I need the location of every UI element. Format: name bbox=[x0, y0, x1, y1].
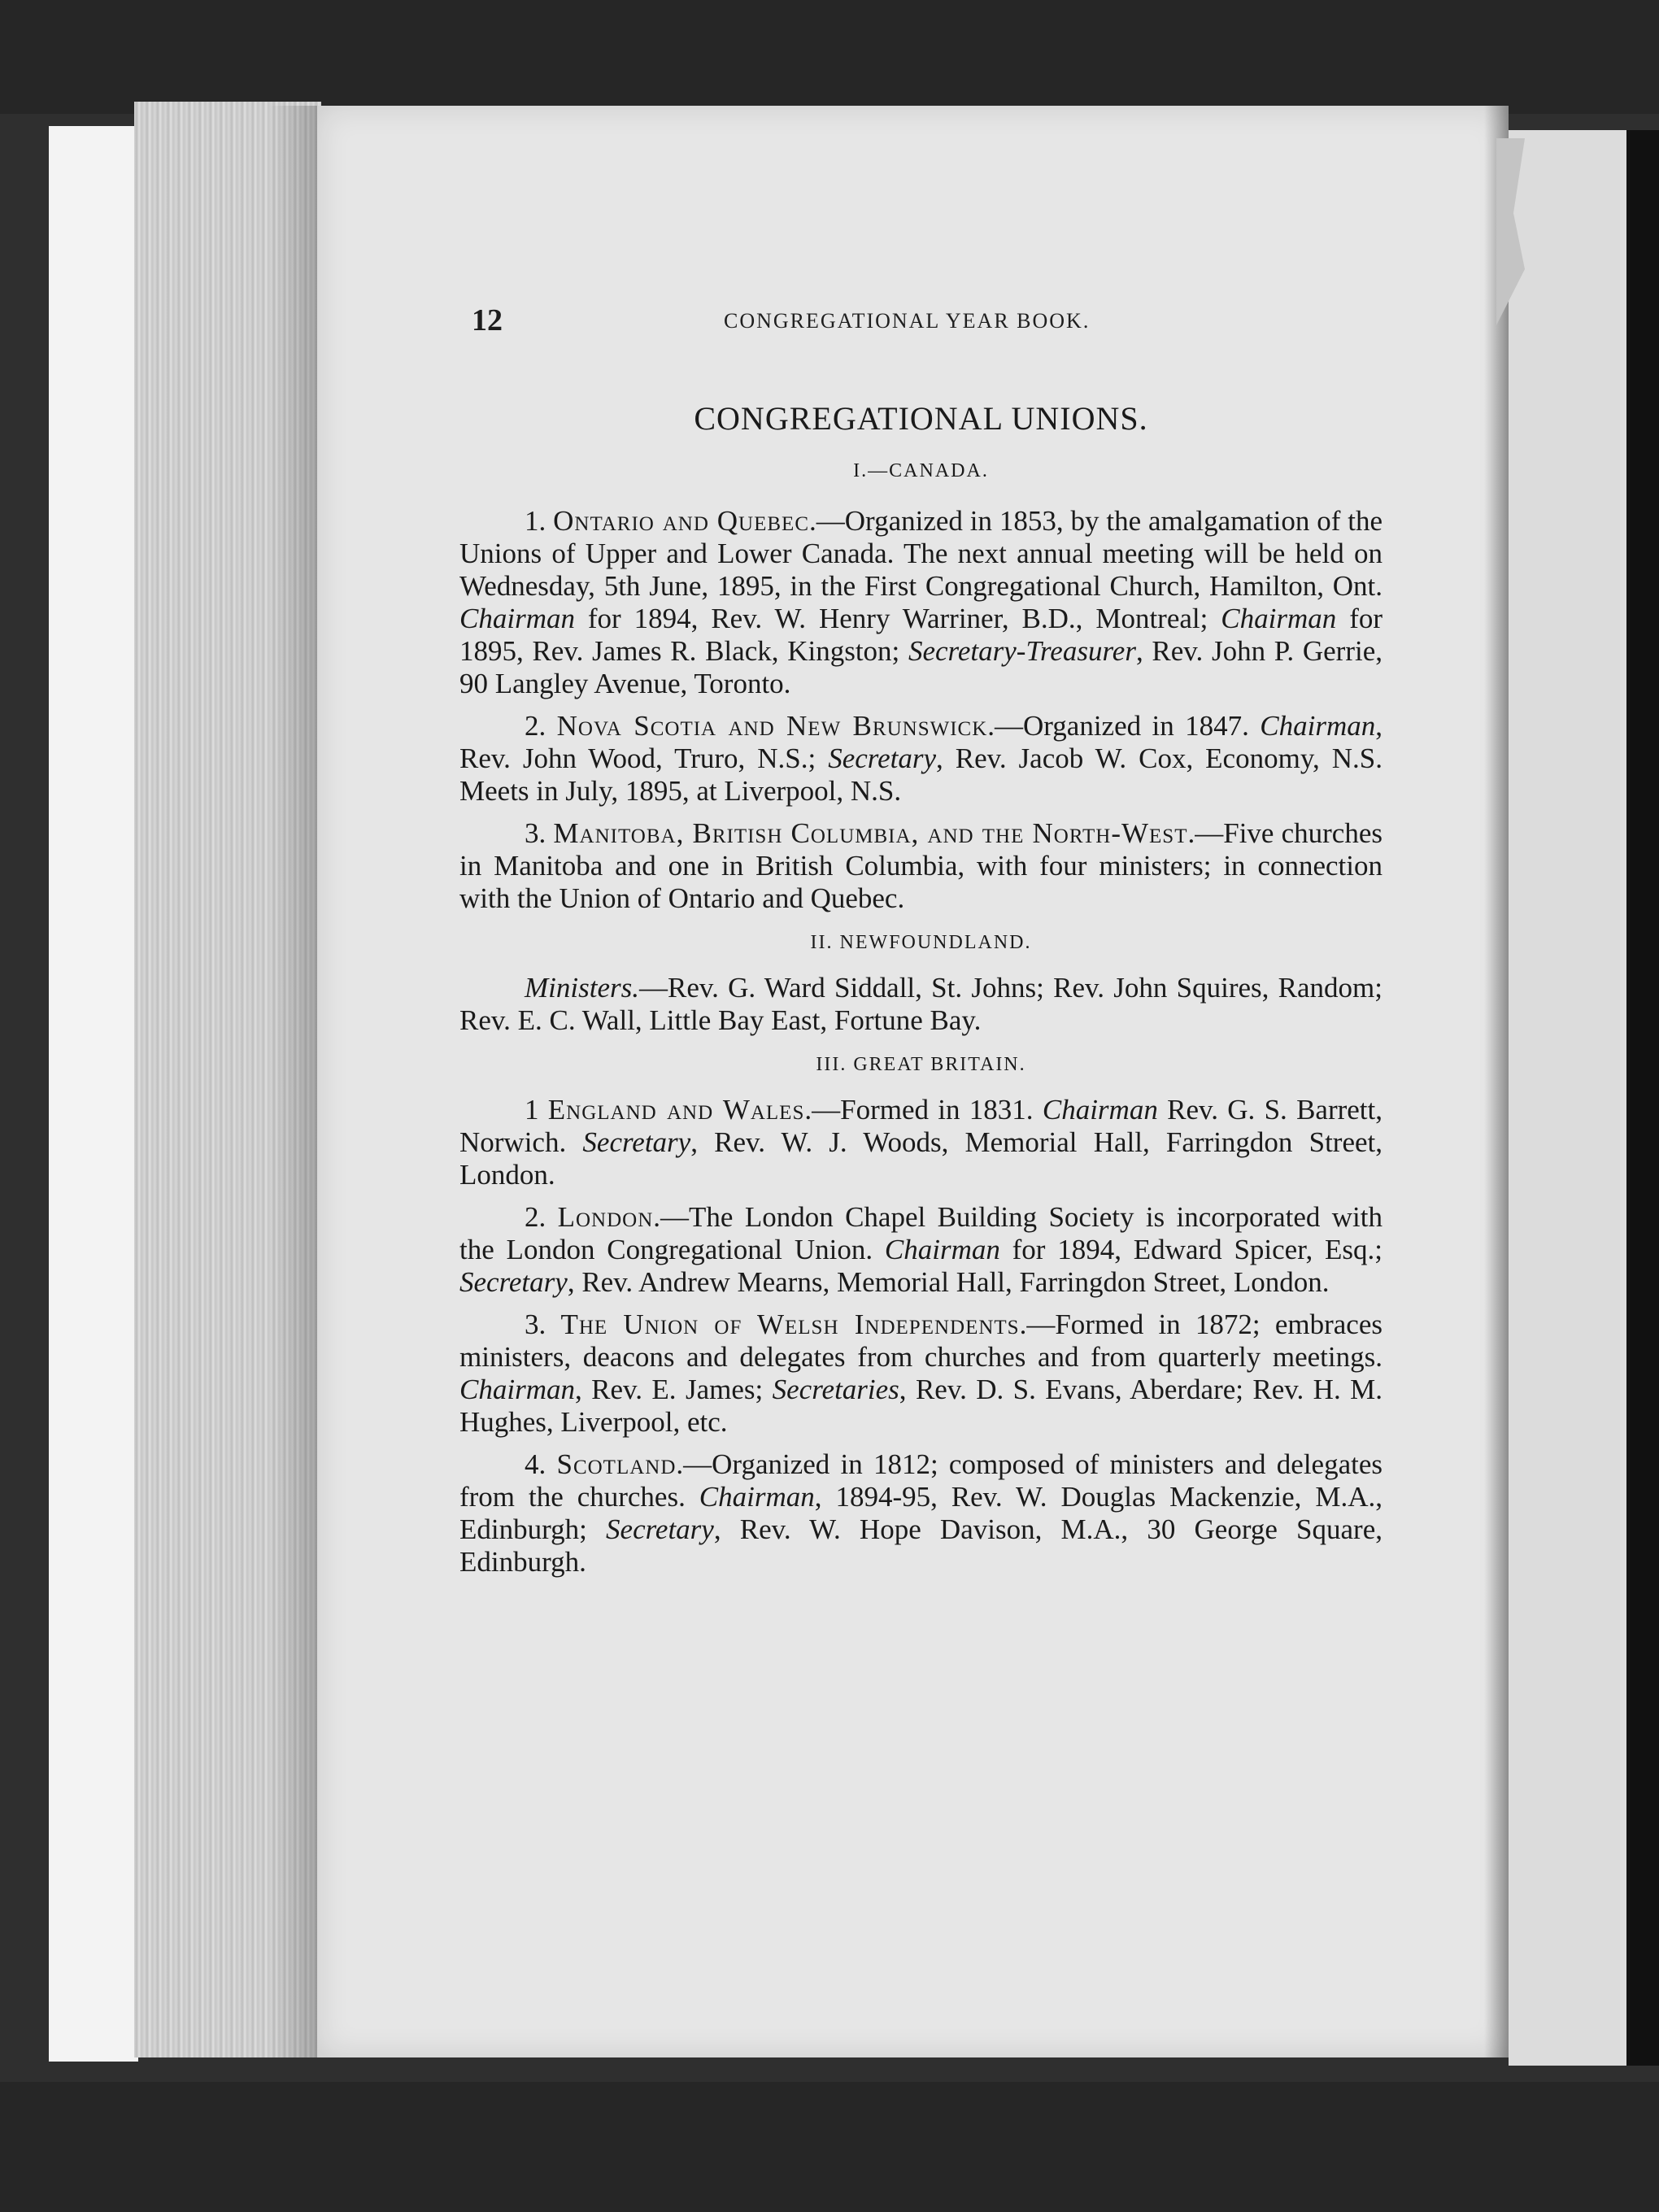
page-body bbox=[459, 400, 1383, 1588]
union-name: England and Wales bbox=[547, 1094, 805, 1126]
item-number: 3. bbox=[525, 817, 546, 849]
paragraph-text: , Rev. D. S. Evans, Aberdare; Rev. H. M. Hughes, Liverpool, etc. bbox=[459, 1374, 1382, 1438]
paragraph-text: .—Formed in 1872; embraces ministers, deacons and delegates from churches and from quarterly meetings. bbox=[459, 1308, 1382, 1373]
union-name: Scotland bbox=[556, 1448, 677, 1480]
page-header bbox=[472, 303, 1382, 343]
paragraph-ontario-quebec bbox=[459, 505, 1382, 700]
italic-label: Secretary bbox=[828, 742, 937, 774]
italic-label: Chairman bbox=[1221, 603, 1337, 634]
paragraph-text: , Rev. Andrew Mearns, Memorial Hall, Farringdon Street, London. bbox=[567, 1266, 1330, 1298]
italic-label: Chairman bbox=[1042, 1094, 1158, 1126]
paragraph-text: , 1894-95, Rev. W. Douglas Mackenzie, M.A., Edinburgh; bbox=[459, 1481, 1382, 1545]
item-number: 4. bbox=[525, 1448, 546, 1480]
paragraph-manitoba bbox=[459, 817, 1382, 915]
item-number: 3. bbox=[525, 1308, 546, 1340]
scanner-edge-right bbox=[1626, 130, 1659, 2066]
paragraph-text: Rev. G. S. Barrett, Norwich. bbox=[459, 1094, 1383, 1158]
paragraph-newfoundland bbox=[459, 972, 1382, 1037]
italic-label: Secretary bbox=[606, 1513, 714, 1545]
item-number: 1 bbox=[525, 1094, 539, 1126]
running-head: CONGREGATIONAL YEAR BOOK. bbox=[724, 309, 1091, 333]
paragraph-text: .—Organized in 1853, by the amalgamation of the Unions of Upper and Lower Canada. The next annual meeting will be held on Wednesday, 5th June, 1895, in the First Congregational Church, Hamilton, Ont. bbox=[459, 505, 1383, 602]
section-heading-canada: I.—CANADA. bbox=[853, 460, 989, 481]
union-name: The Union of Welsh Independents bbox=[560, 1308, 1020, 1340]
paragraph-text: , Rev. John Wood, Truro, N.S.; bbox=[459, 710, 1382, 774]
italic-label: Secretary bbox=[459, 1266, 568, 1298]
italic-label: Secretary bbox=[582, 1126, 691, 1158]
italic-label: Chairman bbox=[884, 1234, 1000, 1265]
paragraph-text: .—Organized in 1812; composed of ministers and delegates from the churches. bbox=[459, 1448, 1382, 1513]
paragraph-text: .—Formed in 1831. bbox=[804, 1094, 1043, 1126]
facing-page bbox=[1509, 130, 1626, 2066]
italic-label: Chairman bbox=[459, 603, 575, 634]
union-name: Manitoba, British Columbia, and the North-West bbox=[553, 817, 1188, 849]
book-edge-highlight bbox=[49, 126, 138, 2062]
page-title: CONGREGATIONAL UNIONS. bbox=[694, 400, 1148, 437]
italic-label: Ministers. bbox=[525, 972, 639, 1004]
paragraph-text: for 1894, Rev. W. Henry Warriner, B.D., Montreal; bbox=[574, 603, 1221, 634]
paragraph-nova-scotia bbox=[459, 710, 1382, 808]
union-name: London bbox=[557, 1201, 654, 1233]
paragraph-text: , Rev. W. J. Woods, Memorial Hall, Farringdon Street, London. bbox=[459, 1126, 1382, 1191]
paragraph-scotland bbox=[459, 1448, 1382, 1578]
item-number: 1. bbox=[525, 505, 546, 537]
italic-label: Secretaries bbox=[772, 1374, 899, 1405]
paragraph-text: for 1894, Edward Spicer, Esq.; bbox=[999, 1234, 1382, 1265]
union-name: Nova Scotia and New Brunswick bbox=[556, 710, 988, 742]
italic-label: Chairman bbox=[459, 1374, 575, 1405]
scanner-background-top bbox=[0, 0, 1659, 114]
page-number: 12 bbox=[472, 303, 503, 337]
scanner-background-bottom bbox=[0, 2082, 1659, 2212]
italic-label: Chairman bbox=[1260, 710, 1376, 742]
paragraph-text: , Rev. E. James; bbox=[574, 1374, 773, 1405]
item-number: 2. bbox=[525, 710, 546, 742]
paragraph-text: , Rev. W. Hope Davison, M.A., 30 George Square, Edinburgh. bbox=[459, 1513, 1382, 1578]
italic-label: Secretary-Treasurer bbox=[908, 635, 1136, 667]
union-name: Ontario and Quebec bbox=[553, 505, 810, 537]
section-heading-great-britain: III. GREAT BRITAIN. bbox=[816, 1054, 1026, 1075]
paragraph-text: , Rev. John P. Gerrie, 90 Langley Avenue, Toronto. bbox=[459, 635, 1382, 699]
page-gutter-shadow bbox=[1484, 106, 1509, 2057]
paragraph-england-wales bbox=[459, 1094, 1382, 1191]
italic-label: Chairman bbox=[699, 1481, 815, 1513]
item-number: 2. bbox=[525, 1201, 546, 1233]
paragraph-text: —Rev. G. Ward Siddall, St. Johns; Rev. John Squires, Random; Rev. E. C. Wall, Little Bay East, Fortune Bay. bbox=[459, 972, 1382, 1036]
paragraph-text: .—The London Chapel Building Society is incorporated with the London Congregational Union. bbox=[459, 1201, 1382, 1265]
paragraph-text: .—Organized in 1847. bbox=[987, 710, 1261, 742]
paragraph-welsh-independents bbox=[459, 1308, 1382, 1439]
section-heading-newfoundland: II. NEWFOUNDLAND. bbox=[810, 932, 1032, 953]
paragraph-text: for 1895, Rev. James R. Black, Kingston; bbox=[459, 603, 1383, 667]
paragraph-text: , Rev. Jacob W. Cox, Economy, N.S. Meets in July, 1895, at Liverpool, N.S. bbox=[459, 742, 1382, 807]
paragraph-text: .—Five churches in Manitoba and one in British Columbia, with four ministers; in connection with the Union of Ontario and Quebec. bbox=[459, 817, 1382, 914]
paragraph-london bbox=[459, 1201, 1382, 1299]
